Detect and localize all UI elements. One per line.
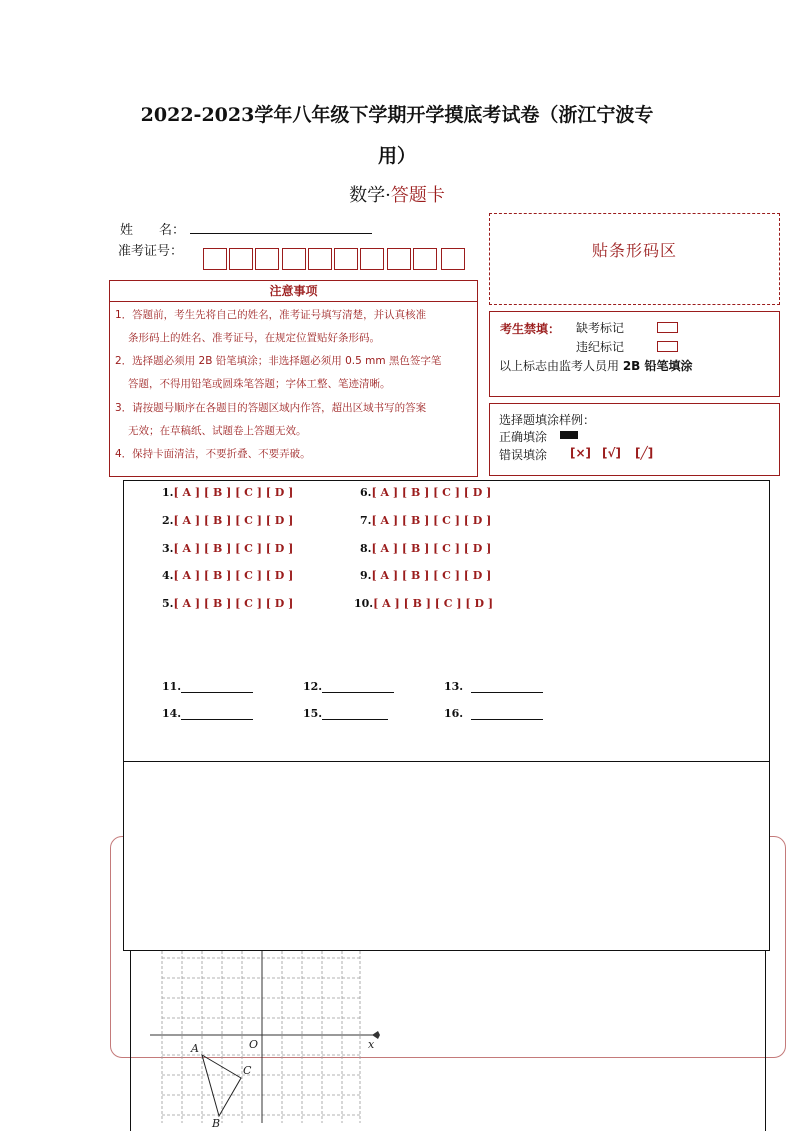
- barcode-area-label: 贴条形码区: [591, 241, 677, 260]
- point-b-label: B: [212, 1117, 221, 1130]
- correct-fill-label: 正确填涂: [499, 430, 548, 444]
- examinee-box: [489, 311, 780, 397]
- mc-question-7[interactable]: 7.[ A ] [ B ] [ C ] [ D ]: [360, 514, 492, 527]
- notice-item: 3．请按题号顺序在各题目的答题区域内作答，超出区域书写的答案: [115, 402, 427, 414]
- mc-question-5[interactable]: 5.[ A ] [ B ] [ C ] [ D ]: [162, 597, 294, 610]
- fill-question-13[interactable]: 13.: [444, 680, 543, 693]
- wrong-fill-sample: [×]: [570, 446, 592, 460]
- mc-question-9[interactable]: 9.[ A ] [ B ] [ C ] [ D ]: [360, 569, 492, 582]
- fill-question-11[interactable]: 11.: [162, 680, 253, 693]
- fill-blank[interactable]: [181, 680, 253, 693]
- absent-mark-box[interactable]: [657, 322, 678, 333]
- subject-heading: [0, 181, 794, 207]
- subject-label: 数学·: [349, 185, 391, 206]
- grid-lines: [162, 951, 360, 1123]
- barcode-area: [489, 213, 780, 305]
- mc-question-2[interactable]: 2.[ A ] [ B ] [ C ] [ D ]: [162, 514, 294, 527]
- notice-box: [109, 280, 478, 477]
- exam-number-digit[interactable]: [282, 248, 306, 270]
- violation-mark-label: 违纪标记: [576, 340, 625, 354]
- mc-question-1[interactable]: 1.[ A ] [ B ] [ C ] [ D ]: [162, 486, 294, 499]
- fill-blank[interactable]: [322, 707, 388, 720]
- coordinate-grid-figure: [140, 951, 400, 1130]
- fill-blank[interactable]: [471, 680, 543, 693]
- fill-question-12[interactable]: 12.: [303, 680, 394, 693]
- exam-number-digit[interactable]: [387, 248, 411, 270]
- examinee-label: 考生禁填：: [500, 322, 561, 336]
- point-a-label: A: [191, 1042, 199, 1055]
- notice-heading: 注意事项: [110, 281, 477, 302]
- notice-item: 1．答题前，考生先将自己的姓名，准考证号填写清楚，并认真核准: [115, 309, 427, 321]
- notice-item: 2．选择题必须用 2B 铅笔填涂；非选择题必须用 0.5 mm 黑色签字笔: [115, 355, 442, 367]
- exam-number-boxes[interactable]: [203, 248, 467, 272]
- mc-question-6[interactable]: 6.[ A ] [ B ] [ C ] [ D ]: [360, 486, 492, 499]
- mc-question-10[interactable]: 10.[ A ] [ B ] [ C ] [ D ]: [354, 597, 494, 610]
- violation-mark-box[interactable]: [657, 341, 678, 352]
- mc-question-4[interactable]: 4.[ A ] [ B ] [ C ] [ D ]: [162, 569, 294, 582]
- notice-item: 无效；在草稿纸、试题卷上答题无效。: [128, 425, 307, 437]
- fill-blank[interactable]: [322, 680, 394, 693]
- answer-card-label: 答题卡: [390, 185, 445, 206]
- wrong-fill-sample: [√]: [602, 446, 621, 460]
- examinee-note: 以上标志由监考人员用 2B 铅笔填涂: [499, 359, 693, 373]
- answer-box[interactable]: [123, 761, 770, 951]
- point-c-label: C: [243, 1064, 252, 1077]
- exam-number-digit[interactable]: [255, 248, 279, 270]
- exam-number-digit[interactable]: [308, 248, 332, 270]
- mc-question-8[interactable]: 8.[ A ] [ B ] [ C ] [ D ]: [360, 542, 492, 555]
- mc-question-3[interactable]: 3.[ A ] [ B ] [ C ] [ D ]: [162, 542, 294, 555]
- fill-blank[interactable]: [471, 707, 543, 720]
- name-label: 姓 名：: [120, 223, 186, 238]
- notice-item: 答题，不得用铅笔或圆珠笔答题；字体工整、笔迹清晰。: [128, 378, 391, 390]
- exam-number-digit[interactable]: [334, 248, 358, 270]
- name-field[interactable]: [190, 233, 372, 234]
- fill-question-16[interactable]: 16.: [444, 707, 543, 720]
- exam-number-digit[interactable]: [441, 248, 465, 270]
- exam-number-digit[interactable]: [360, 248, 384, 270]
- triangle-abc: [202, 1055, 241, 1116]
- x-axis-label: x: [368, 1038, 375, 1051]
- exam-number-digit[interactable]: [203, 248, 227, 270]
- fill-question-15[interactable]: 15.: [303, 707, 388, 720]
- choice-section: [123, 480, 770, 762]
- exam-number-label: 准考证号：: [118, 244, 184, 259]
- fill-blank[interactable]: [181, 707, 253, 720]
- correct-fill-sample: [560, 431, 578, 439]
- fill-sample-label: 选择题填涂样例：: [499, 413, 596, 427]
- absent-mark-label: 缺考标记: [576, 321, 625, 335]
- exam-title-line2: 用）: [377, 145, 416, 167]
- exam-number-digit[interactable]: [413, 248, 437, 270]
- exam-number-digit[interactable]: [229, 248, 253, 270]
- origin-label: O: [249, 1038, 259, 1051]
- wrong-fill-label: 错误填涂: [499, 448, 548, 462]
- exam-title-line1: 2022-2023学年八年级下学期开学摸底考试卷（浙江宁波专: [140, 104, 654, 126]
- notice-item: 条形码上的姓名、准考证号，在规定位置贴好条形码。: [128, 332, 380, 344]
- fill-sample-box: [489, 403, 780, 476]
- notice-item: 4．保持卡面清洁，不要折叠、不要弄破。: [115, 448, 311, 460]
- fill-question-14[interactable]: 14.: [162, 707, 253, 720]
- wrong-fill-sample: [╱]: [635, 446, 654, 460]
